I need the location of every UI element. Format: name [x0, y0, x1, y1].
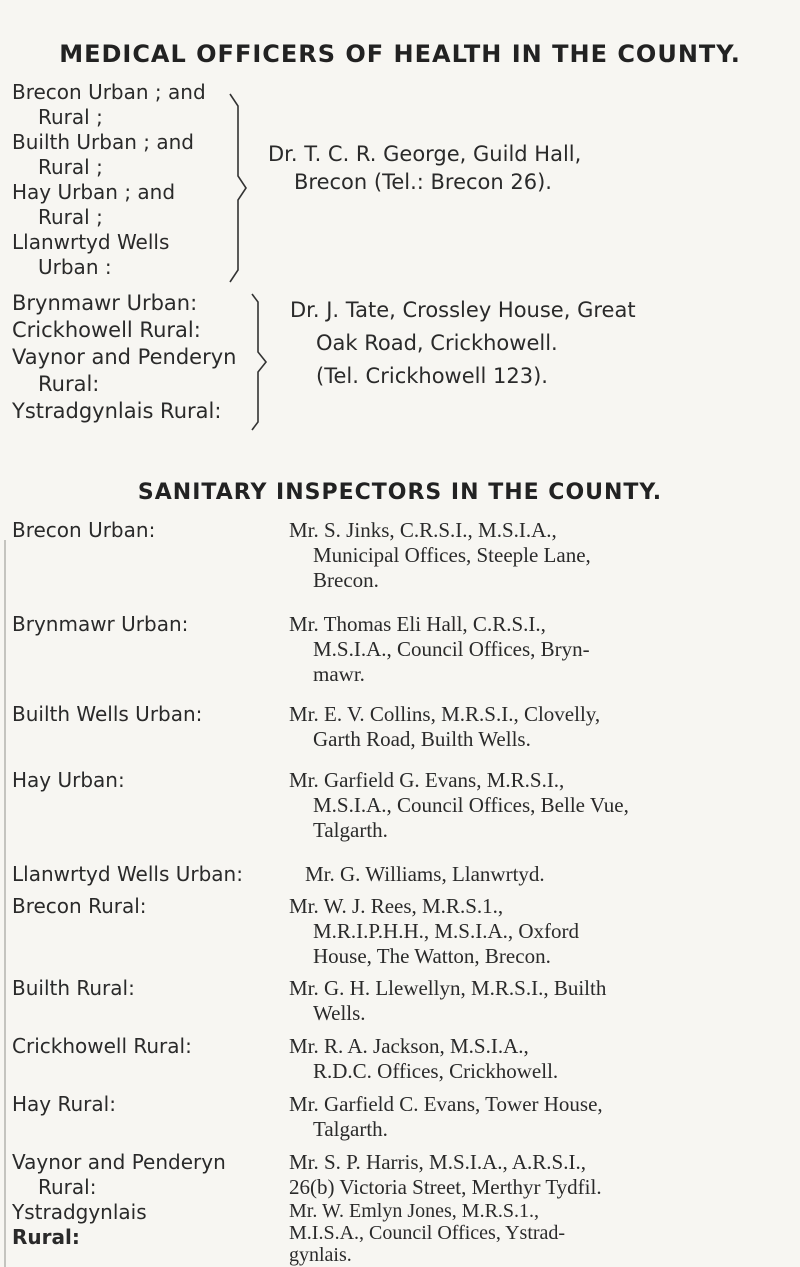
inspector-details	[289, 894, 794, 969]
area-line: Hay Urban ; and	[12, 180, 176, 204]
brace-icon	[226, 92, 250, 284]
details-line: M.R.I.P.H.H., M.S.I.A., Oxford	[313, 919, 580, 943]
details-line: Mr. S. P. Harris, M.S.I.A., A.R.S.I.,	[289, 1150, 586, 1174]
details-line: Mr. S. Jinks, C.R.S.I., M.S.I.A.,	[289, 518, 557, 542]
sanitary-inspectors-heading: SANITARY INSPECTORS IN THE COUNTY.	[137, 480, 663, 505]
medical-officers-heading: MEDICAL OFFICERS OF HEALTH IN THE COUNTY.	[59, 40, 741, 68]
details-line: Municipal Offices, Steeple Lane,	[313, 543, 591, 567]
area-line: Ystradgynlais Rural:	[12, 399, 222, 423]
details-line: Talgarth.	[313, 1117, 388, 1141]
details-line: Mr. W. J. Rees, M.R.S.1.,	[289, 894, 504, 918]
area-name: Hay Rural:	[12, 1092, 116, 1116]
details-line: M.I.S.A., Council Offices, Ystrad-	[289, 1222, 566, 1244]
inspector-details	[289, 1034, 794, 1084]
area-line: Brecon Urban ; and	[12, 80, 206, 104]
moh-group2-areas	[12, 290, 236, 425]
details-line: 26(b) Victoria Street, Merthyr Tydfil.	[289, 1175, 602, 1199]
officer-line: (Tel. Crickhowell 123).	[316, 364, 548, 388]
inspector-details	[289, 1092, 794, 1142]
area-line: Rural ;	[38, 105, 103, 129]
area-name	[12, 1200, 282, 1250]
details-line: Mr. Garfield C. Evans, Tower House,	[289, 1092, 603, 1116]
details-line: mawr.	[313, 662, 365, 686]
area-name: Brecon Urban:	[12, 518, 156, 542]
area-name: Brecon Rural:	[12, 894, 147, 918]
officer-line: Oak Road, Crickhowell.	[316, 331, 558, 355]
details-line: Wells.	[313, 1001, 366, 1025]
inspector-details	[289, 612, 794, 687]
brace-icon	[248, 292, 270, 432]
area-line: Rural:	[38, 372, 100, 396]
details-line: Brecon.	[313, 568, 379, 592]
details-line: Mr. R. A. Jackson, M.S.I.A.,	[289, 1034, 529, 1058]
area-name: Brynmawr Urban:	[12, 612, 189, 636]
area-name: Builth Wells Urban:	[12, 702, 203, 726]
details-line: M.S.I.A., Council Offices, Bryn-	[313, 637, 590, 661]
area-line: Rural:	[38, 1175, 97, 1199]
details-line: R.D.C. Offices, Crickhowell.	[313, 1059, 559, 1083]
area-name: Llanwrtyd Wells Urban:	[12, 862, 243, 886]
area-line: Crickhowell Rural:	[12, 318, 201, 342]
area-name	[12, 1150, 282, 1200]
details-line: Mr. W. Emlyn Jones, M.R.S.1.,	[289, 1200, 540, 1222]
area-name: Hay Urban:	[12, 768, 125, 792]
area-name: Builth Rural:	[12, 976, 135, 1000]
area-line: Brynmawr Urban:	[12, 291, 198, 315]
area-line: Rural ;	[38, 155, 103, 179]
moh-group2-officer	[290, 294, 636, 393]
officer-line: Dr. T. C. R. George, Guild Hall,	[268, 142, 582, 166]
details-line: House, The Watton, Brecon.	[313, 944, 551, 968]
area-line: Rural ;	[38, 205, 103, 229]
area-name: Crickhowell Rural:	[12, 1034, 192, 1058]
details-line: Garth Road, Builth Wells.	[313, 727, 531, 751]
details-line: Mr. Garfield G. Evans, M.R.S.I.,	[289, 768, 565, 792]
margin-line	[4, 540, 6, 1267]
area-line: Vaynor and Penderyn	[12, 1150, 226, 1174]
area-line: Ystradgynlais	[12, 1200, 147, 1224]
area-line: Urban :	[38, 255, 112, 279]
details-line: M.S.I.A., Council Offices, Belle Vue,	[313, 793, 629, 817]
area-line: Llanwrtyd Wells	[12, 230, 170, 254]
inspector-details	[289, 518, 794, 593]
officer-line: Brecon (Tel.: Brecon 26).	[294, 170, 552, 194]
moh-group1-areas	[12, 80, 206, 280]
details-line: gynlais.	[289, 1244, 352, 1266]
inspector-details	[289, 1150, 794, 1200]
area-line: Rural:	[12, 1225, 80, 1249]
details-line: Talgarth.	[313, 818, 388, 842]
inspector-details	[289, 976, 794, 1026]
area-line: Builth Urban ; and	[12, 130, 194, 154]
details-line: Mr. G. Williams, Llanwrtyd.	[305, 862, 545, 886]
details-line: Mr. Thomas Eli Hall, C.R.S.I.,	[289, 612, 546, 636]
details-line: Mr. G. H. Llewellyn, M.R.S.I., Builth	[289, 976, 607, 1000]
moh-group1-officer	[268, 140, 581, 196]
inspector-details	[289, 702, 794, 752]
inspector-details	[289, 1200, 794, 1266]
inspector-details	[305, 862, 794, 887]
area-line: Vaynor and Penderyn	[12, 345, 237, 369]
inspector-details	[289, 768, 794, 843]
officer-line: Dr. J. Tate, Crossley House, Great	[290, 298, 636, 322]
details-line: Mr. E. V. Collins, M.R.S.I., Clovelly,	[289, 702, 601, 726]
